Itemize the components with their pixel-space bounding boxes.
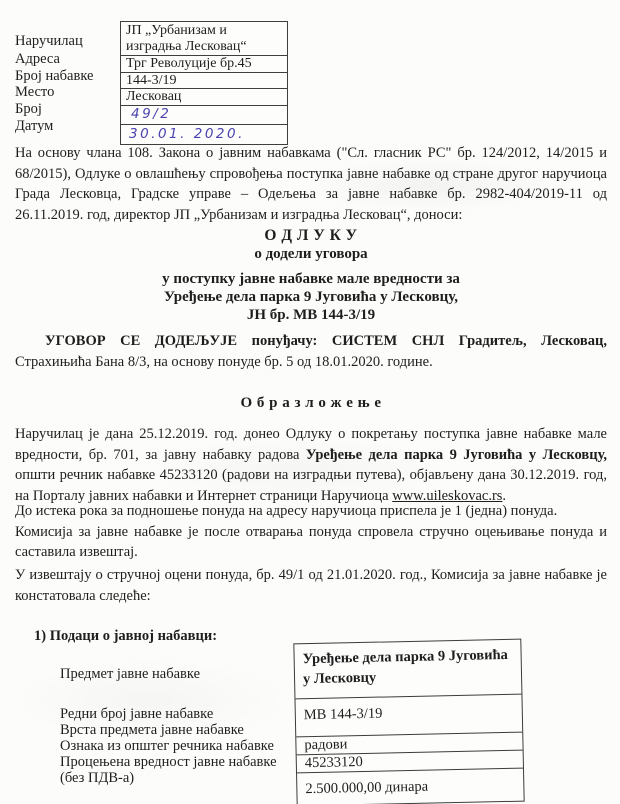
header-value-datum-handwritten: 30.01. 2020. (129, 125, 245, 142)
header-value-narucilac: ЈП „Урбанизам и изградња Лесковац“ (121, 22, 287, 56)
subject-line-1: у поступку јавне набавке мале вредности за (162, 271, 460, 287)
table-label-oznaka: Ознака из општег речника набавке (60, 738, 274, 754)
header-value-broj-nabavke: 144-3/19 (121, 73, 287, 90)
rationale-p1-bold: Уређење дела парка 9 Југовића у Лесковцу, (305, 446, 607, 463)
header-value-mesto: Лесковац (121, 89, 287, 106)
header-label-broj-nabavke: Број набавке (15, 67, 94, 84)
rationale-p1-mid: општи речник набавке 45233120 (радови на изградњи путева), објављену дана 30.12.2019. год, на Порталу јавних набавки и Интернет страници Наручиоца (15, 467, 607, 504)
decision-subtitle: о додели уговора (254, 246, 368, 262)
subject-line-2: Уређење дела парка 9 Југовића у Лесковцу, (164, 289, 458, 305)
table-label-redni-broj: Редни број јавне набавке (60, 706, 214, 722)
header-label-narucilac: Наручилац (15, 33, 83, 49)
table-value-redni-broj: МВ 144-3/19 (295, 695, 522, 738)
section1-heading: 1) Подаци о јавној набавци: (34, 628, 218, 644)
header-value-box (120, 21, 288, 145)
table-label-procenjena-vrednost: Процењена вредност јавне набавке (без ПДВ-а) (60, 754, 277, 786)
section1-value-box (293, 639, 524, 804)
table-value-predmet: Уређење дела парка 9 Југовића у Лесковцу (294, 640, 521, 700)
header-label-adresa: Адреса (15, 51, 60, 67)
header-label-broj: Број (15, 100, 42, 117)
table-value-oznaka: 45233120 (297, 751, 523, 774)
header-field-labels (15, 33, 119, 135)
rationale-p1-start: Наручилац је дана 25.12.2019. год. донео Одлуку о покретању поступка јавне набавке мале вредности, бр. 701, за јавну набавку радова (15, 426, 607, 463)
rationale-paragraph-1 (15, 424, 607, 506)
award-paragraph (15, 331, 607, 372)
rationale-p2-line1: До истека рока за подношење понуда на адресу наручиоца приспела је 1 (једна) понуда. (15, 503, 558, 519)
header-label-datum: Датум (15, 118, 54, 135)
table-label-vrsta: Врста предмета јавне набавке (60, 722, 244, 738)
intro-paragraph: На основу члана 108. Закона о јавним набавкама ("Сл. гласник РС" бр. 124/2012, 14/2015 и 68/2015), Одлуке о овлашћењу спровођења поступка јавне набавке од стране другог наручиоца Града Лесковца, Градске управе – Одељења за јавне набавке бр. 2982-404/2019-11 од 26.11.2019. год, директор ЈП „Урбанизам и изградња Лесковац“, доноси: (15, 145, 607, 223)
table-label-predmet: Предмет јавне набавке (60, 666, 201, 682)
award-rest-text: Страхињића Бана 8/3, на основу понуде бр. 5 од 18.01.2020. године. (15, 353, 433, 370)
rationale-paragraph-3: У извештају о стручној оцени понуда, бр. 49/1 од 21.01.2020. год., Комисија за јавне набавке је констатовала следеће: (15, 567, 607, 604)
rationale-heading: О б р а з л о ж е њ е (240, 395, 382, 411)
award-bold-text: УГОВОР СЕ ДОДЕЉУЈЕ понуђачу: СИСТЕМ СНЛ Градитељ, Лесковац, (45, 333, 607, 349)
table-value-procenjena-vrednost: 2.500.000,00 динара (305, 778, 429, 798)
table-value-vrsta: радови (296, 733, 522, 756)
header-value-adresa: Трг Револуције бр.45 (121, 56, 287, 73)
rationale-p1-end: . (502, 487, 507, 504)
decision-title: О Д Л У К У (264, 227, 358, 244)
header-value-broj-handwritten: 49/2 (121, 106, 287, 125)
rationale-p2-rest: Комисија за јавне набавке је после отварања понуда спровела стручно оцењивање понуда и саставила извештај. (15, 523, 607, 560)
subject-line-3: ЈН бр. МВ 144-3/19 (246, 307, 376, 323)
rationale-paragraph-2 (15, 501, 607, 563)
header-label-mesto: Место (15, 84, 55, 101)
procurement-portal-link: www.uileskovac.rs (392, 487, 503, 504)
